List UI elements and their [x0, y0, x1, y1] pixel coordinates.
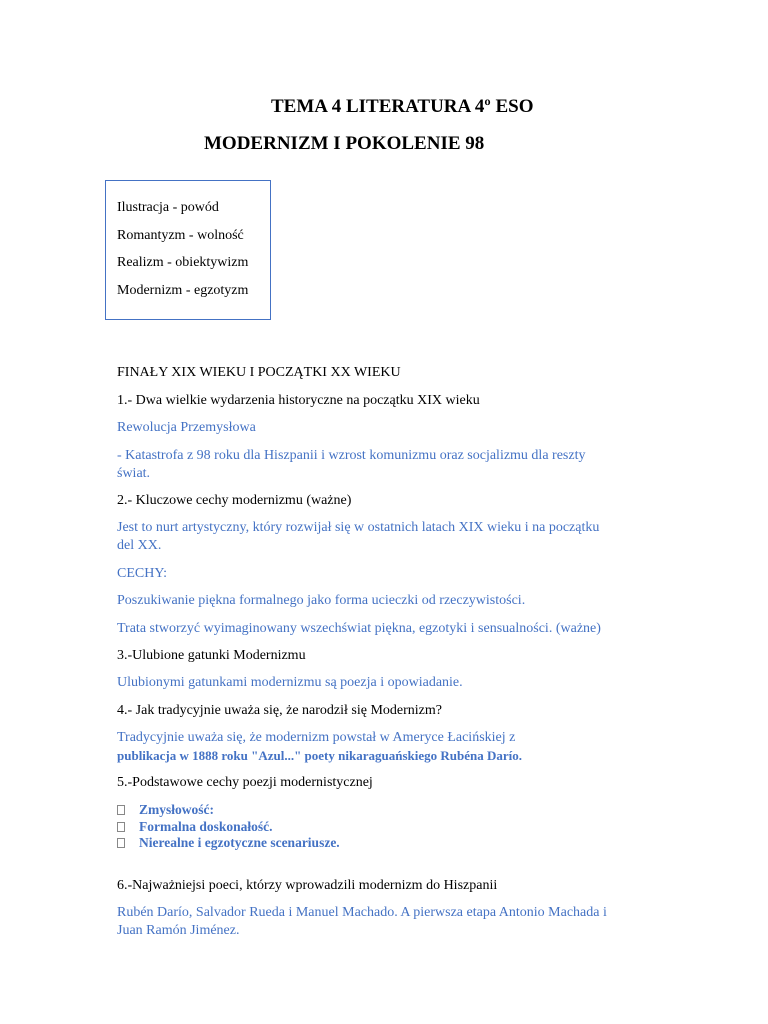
question-5: 5.-Podstawowe cechy poezji modernistycznej	[117, 775, 373, 790]
question-6: 6.-Najważniejsi poeci, którzy wprowadzili modernizm do Hiszpanii	[117, 878, 498, 893]
answer-1a: Rewolucja Przemysłowa	[117, 420, 256, 435]
answer-6-line-2: Juan Ramón Jiménez.	[117, 923, 240, 938]
box-line-3: Realizm - obiektywizm	[117, 255, 249, 270]
bullet-item-3	[117, 834, 340, 852]
question-4: 4.- Jak tradycyjnie uważa się, że narodził się Modernizm?	[117, 703, 442, 718]
answer-2-line-2: del XX.	[117, 538, 162, 553]
document-subtitle: MODERNIZM I POKOLENIE 98	[204, 133, 485, 154]
box-line-4: Modernizm - egzotyzm	[117, 282, 249, 298]
bullet-marker-icon	[117, 838, 125, 848]
bullet-marker-icon	[117, 805, 125, 815]
answer-1b-line-1: - Katastrofa z 98 roku dla Hiszpanii i wzrost komunizmu oraz socjalizmu dla reszty	[117, 448, 586, 463]
answer-1b-line-2: świat.	[117, 466, 151, 481]
summary-box	[105, 180, 271, 320]
answer-6-line-1: Rubén Darío, Salvador Rueda i Manuel Machado. A pierwsza etapa Antonio Machada i	[117, 905, 607, 920]
box-line-1: Ilustracja - powód	[117, 200, 219, 215]
answer-3: Ulubionymi gatunkami modernizmu są poezja i opowiadanie.	[117, 675, 463, 690]
box-line-2: Romantyzm - wolność	[117, 227, 244, 243]
bullet-text-3: Nierealne i egzotyczne scenariusze.	[139, 835, 340, 850]
cechy-label: CECHY:	[117, 566, 168, 581]
cecha-2: Trata stworzyć wyimaginowany wszechświat piękna, egzotyki i sensualności. (ważne)	[117, 621, 601, 636]
bullet-text-1: Zmysłowość:	[139, 802, 214, 817]
document-title: TEMA 4 LITERATURA 4º ESO	[271, 96, 534, 117]
bullet-text-2: Formalna doskonałość.	[139, 819, 273, 834]
question-2: 2.- Kluczowe cechy modernizmu (ważne)	[117, 493, 352, 508]
question-3: 3.-Ulubione gatunki Modernizmu	[117, 648, 306, 663]
bullet-marker-icon	[117, 822, 125, 832]
section-heading: FINAŁY XIX WIEKU I POCZĄTKI XX WIEKU	[117, 365, 401, 380]
answer-2-line-1: Jest to nurt artystyczny, który rozwijał się w ostatnich latach XIX wieku i na początku	[117, 520, 600, 535]
question-1: 1.- Dwa wielkie wydarzenia historyczne na początku XIX wieku	[117, 393, 480, 408]
answer-4-line-2: publikacja w 1888 roku "Azul..." poety nikaraguańskiego Rubéna Darío.	[117, 748, 522, 763]
cecha-1: Poszukiwanie piękna formalnego jako forma ucieczki od rzeczywistości.	[117, 593, 526, 608]
bullet-item-1	[117, 801, 214, 819]
answer-4-line-1: Tradycyjnie uważa się, że modernizm powstał w Ameryce Łacińskiej z	[117, 730, 516, 745]
